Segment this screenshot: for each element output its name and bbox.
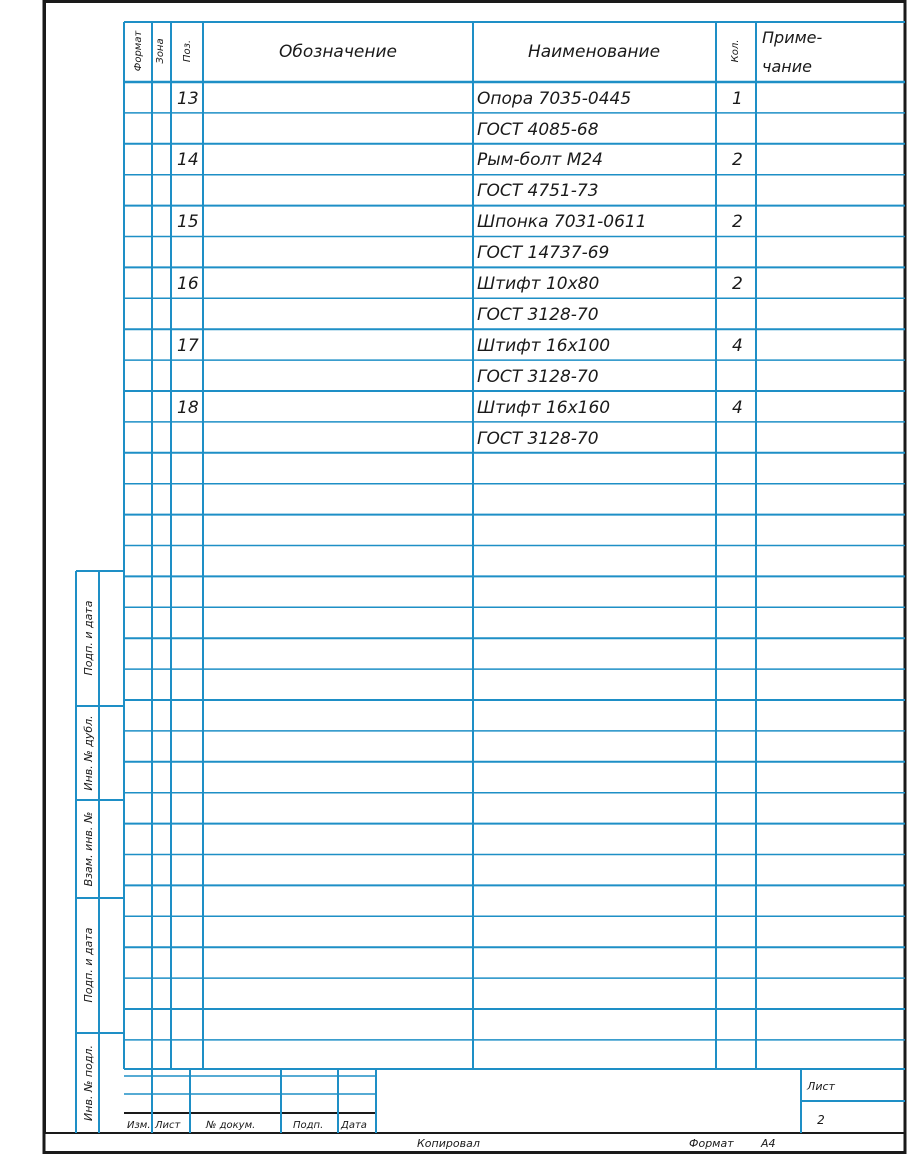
title-block [124,1069,905,1133]
row-5-qty: 2 [732,212,743,232]
header-pos: Поз. [182,39,193,63]
specification-table-grid [124,22,905,1069]
footer-copied: Копировал [417,1137,480,1150]
row-7-qty: 2 [732,274,743,294]
drawing-frame [45,2,905,1133]
stamp-vzam-inv: Взам. инв. № [82,811,95,887]
row-2-name: ГОСТ 4085-68 [477,120,599,140]
header-format: Формат [133,30,144,72]
row-9-qty: 4 [732,336,743,356]
header-qty: Кол. [730,39,741,63]
row-11-pos: 18 [177,398,199,418]
row-10-name: ГОСТ 3128-70 [477,367,599,387]
header-designation: Обозначение [279,42,397,62]
row-5-name: Шпонка 7031-0611 [477,212,647,232]
row-3-pos: 14 [177,150,199,170]
title-izm: Изм. [127,1120,151,1131]
footer-format-label: Формат [689,1137,734,1150]
row-3-qty: 2 [732,150,743,170]
title-list: Лист [155,1120,181,1131]
title-date: Дата [341,1120,367,1131]
stamp-sign-date-bottom: Подп. и дата [82,927,95,1003]
header-note-line1: Приме- [762,28,823,47]
row-1-qty: 1 [732,89,743,109]
table-header [133,28,823,76]
row-1-name: Опора 7035-0445 [477,89,632,109]
title-podp: Подп. [293,1120,324,1131]
row-9-pos: 17 [177,336,199,356]
row-1-pos: 13 [177,89,199,109]
stamp-inv-dubl: Инв. № дубл. [82,715,95,791]
title-sheet-label: Лист [807,1080,835,1093]
row-8-name: ГОСТ 3128-70 [477,305,599,325]
row-3-name: Рым-болт М24 [477,150,603,170]
title-sheet-number: 2 [817,1113,825,1127]
row-7-pos: 16 [177,274,199,294]
header-note-line2: чание [762,57,812,76]
stamp-sign-date-top: Подп. и дата [82,600,95,676]
row-9-name: Штифт 16х100 [477,336,611,356]
title-doc-no: № докум. [206,1120,256,1131]
row-4-name: ГОСТ 4751-73 [477,181,599,201]
header-name: Наименование [527,42,661,62]
header-zone: Зона [155,38,166,64]
row-5-pos: 15 [177,212,199,232]
side-stamp [76,571,124,1133]
row-12-name: ГОСТ 3128-70 [477,429,599,449]
row-6-name: ГОСТ 14737-69 [477,243,610,263]
sheet-footer [417,1137,776,1150]
stamp-inv-podl: Инв. № подл. [82,1045,95,1121]
row-11-qty: 4 [732,398,743,418]
footer-format-value: А4 [761,1137,776,1150]
row-11-name: Штифт 16х160 [477,398,611,418]
row-7-name: Штифт 10х80 [477,274,600,294]
